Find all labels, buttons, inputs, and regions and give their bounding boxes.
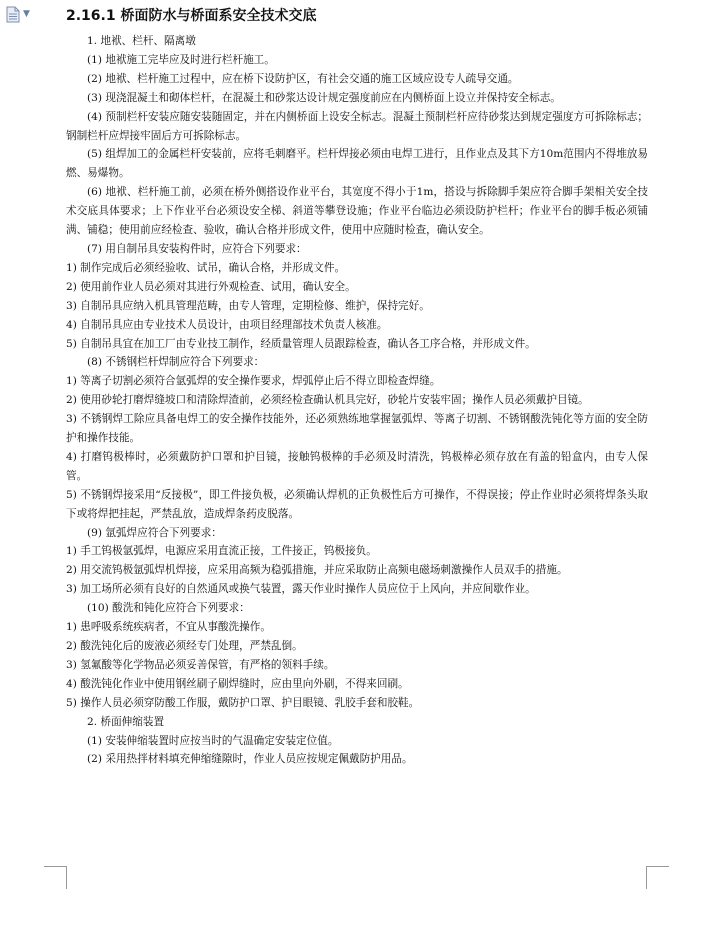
paragraph: 1. 地袱、栏杆、隔离墩: [87, 35, 196, 47]
paragraph: 1) 等离子切割必须符合氩弧焊的安全操作要求，焊弧停止后不得立即检查焊缝。: [66, 375, 441, 388]
document-page: [66, 6, 648, 769]
paragraph: 2) 使用砂轮打磨焊缝坡口和清除焊渣前，必须经检查确认机具完好，砂轮片安装牢固；操作人员必须戴护目镜。: [66, 394, 589, 407]
paragraph: 2. 桥面伸缩装置: [87, 715, 165, 728]
paragraph: 4) 酸洗钝化作业中使用钢丝刷子刷焊缝时，应由里向外刷，不得来回刷。: [66, 677, 409, 690]
document-icon[interactable]: [6, 6, 20, 27]
paragraph: (2) 地袱、栏杆施工过程中，应在桥下设防护区，有社会交通的施工区域应设专人疏导交通。: [87, 72, 519, 85]
paragraph: 3) 氢氟酸等化学物品必须妥善保管，有严格的领料手续。: [66, 658, 335, 671]
paragraph: 3) 自制吊具应纳入机具管理范畴，由专人管理，定期检修、维护，保持完好。: [66, 299, 430, 312]
paragraph: 2) 酸洗钝化后的废液必须经专门处理，严禁乱倒。: [66, 640, 303, 652]
paragraph: (2) 采用热拌材料填充伸缩缝隙时，作业人员应按规定佩戴防护用品。: [87, 753, 413, 766]
paragraph: 1) 患呼吸系统疾病者，不宜从事酸洗操作。: [66, 621, 271, 634]
paragraph: (8) 不锈钢栏杆焊制应符合下列要求：: [87, 356, 265, 369]
paragraph: 5) 操作人员必须穿防酸工作服，戴防护口罩、护目眼镜、乳胶手套和胶鞋。: [66, 696, 420, 709]
paragraph: 3) 加工场所必须有良好的自然通风或换气装置，露天作业时操作人员应位于上风向，并应间歇作业。: [66, 583, 536, 596]
paragraph: (5) 组焊加工的金属栏杆安装前，应将毛刺磨平。栏杆焊接必须由电焊工进行，且作业点及其下方10m范围内不得堆放易燃、易爆物。: [66, 148, 648, 180]
paragraph: 2) 使用前作业人员必须对其进行外观检查、试用，确认安全。: [66, 280, 356, 293]
document-body: [66, 32, 648, 769]
paragraph: (4) 预制栏杆安装应随安装随固定，并在内侧桥面上设安全标志。混凝土预制栏杆应待砂浆达到规定强度方可拆除标志；钢制栏杆应焊接牢固后方可拆除标志。: [66, 110, 648, 142]
paragraph: 1) 手工钨极氩弧焊，电源应采用直流正接，工件接正，钨极接负。: [66, 545, 377, 558]
paragraph: 5) 自制吊具宜在加工厂由专业技工制作，经质量管理人员跟踪检查，确认各工序合格，并形成文件。: [66, 337, 536, 350]
page-corner-mark-right: [646, 866, 669, 889]
paragraph: (1) 安装伸缩装置时应按当时的气温确定安装定位值。: [87, 734, 339, 747]
section-heading: 2.16.1 桥面防水与桥面系安全技术交底: [66, 8, 317, 24]
paragraph: (10) 酸洗和钝化应符合下列要求：: [87, 602, 250, 615]
paragraph: (3) 现浇混凝土和砌体栏杆，在混凝土和砂浆达设计规定强度前应在内侧桥面上设立并保持安全标志。: [87, 91, 561, 104]
paragraph: (6) 地袱、栏杆施工前，必须在桥外侧搭设作业平台，其宽度不得小于1m，搭设与拆除脚手架应符合脚手架相关安全技术交底具体要求；上下作业平台必须设安全梯、斜道等攀登设施；作业平台临边必须设防护栏杆；作业平台的脚手板必须铺满、铺稳；使用前应经检查、验收，确认合格并形成文件，使用中应随时检查，确认安全。: [66, 186, 648, 237]
paragraph: 5) 不锈钢焊接采用“反接极”，即工件接负极，必须确认焊机的正负极性后方可操作，不得误接；停止作业时必须将焊条头取下或将焊把挂起，严禁乱放，造成焊条药皮脱落。: [66, 488, 648, 520]
paragraph: 4) 自制吊具应由专业技术人员设计，由项目经理部技术负责人核准。: [66, 318, 388, 331]
paragraph: 1) 制作完成后必须经验收、试吊，确认合格，并形成文件。: [66, 261, 346, 274]
paragraph: 2) 用交流钨极氩弧焊机焊接，应采用高频为稳弧措施，并应采取防止高频电磁场刺激操作人员双手的措施。: [66, 564, 568, 577]
paragraph: (9) 氩弧焊应符合下列要求：: [87, 526, 222, 539]
paragraph: (7) 用自制吊具安装构件时，应符合下列要求：: [87, 242, 307, 255]
paragraph: 4) 打磨钨极棒时，必须戴防护口罩和护目镜，接触钨极棒的手必须及时清洗，钨极棒必须存放在有盖的铅盒内，由专人保管。: [66, 450, 648, 482]
paragraph: 3) 不锈钢焊工除应具备电焊工的安全操作技能外，还必须熟练地掌握氩弧焊、等离子切割、不锈钢酸洗钝化等方面的安全防护和操作技能。: [66, 413, 648, 445]
page-corner-mark-left: [44, 866, 67, 889]
chevron-down-icon[interactable]: ▼: [23, 9, 30, 19]
paragraph: (1) 地袱施工完毕应及时进行栏杆施工。: [87, 53, 275, 66]
